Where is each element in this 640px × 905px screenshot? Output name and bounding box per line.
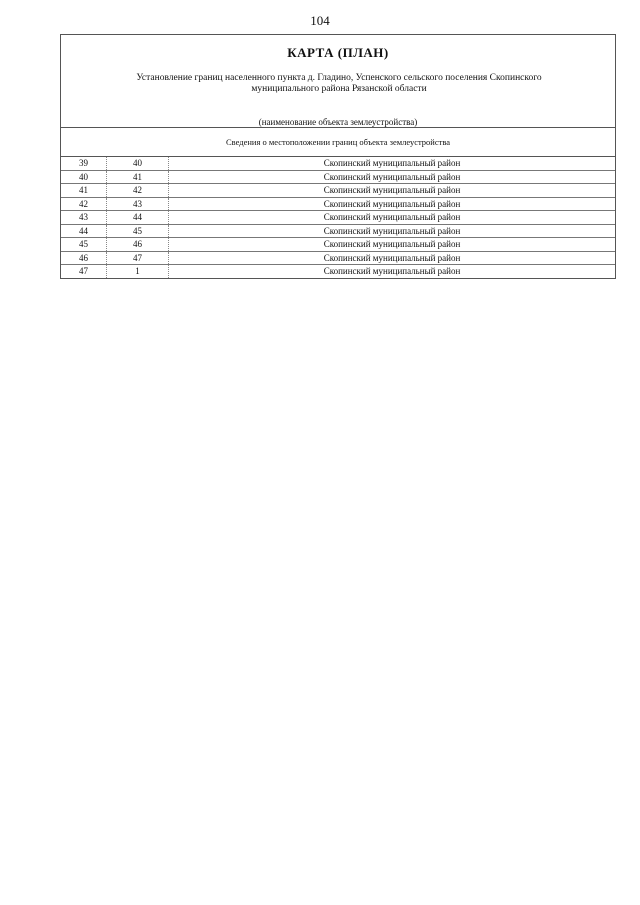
point-from-cell: 39 [61, 157, 107, 170]
table-row [61, 238, 615, 252]
point-to-cell: 42 [107, 184, 169, 198]
page-number: 104 [310, 13, 330, 28]
table-row [61, 224, 615, 238]
section-title: Сведения о местоположении границ объекта землеустройства [61, 128, 615, 157]
point-from-cell: 43 [61, 211, 107, 225]
point-from-cell: 42 [61, 197, 107, 211]
point-to-cell: 41 [107, 170, 169, 184]
point-from-cell: 41 [61, 184, 107, 198]
table-row [61, 211, 615, 225]
location-description-cell: Скопинский муниципальный район [169, 184, 616, 198]
location-description-cell: Скопинский муниципальный район [169, 170, 616, 184]
point-from-cell: 47 [61, 265, 107, 278]
document-header [61, 35, 615, 128]
table-row [61, 197, 615, 211]
point-to-cell: 47 [107, 251, 169, 265]
location-description-cell: Скопинский муниципальный район [169, 157, 616, 170]
table-row [61, 170, 615, 184]
location-description-cell: Скопинский муниципальный район [323, 266, 461, 277]
document-title: КАРТА (ПЛАН) [287, 45, 389, 60]
table-row [61, 265, 615, 278]
location-description-cell: Скопинский муниципальный район [169, 238, 616, 252]
table-row [61, 157, 615, 170]
point-to-cell: 43 [107, 197, 169, 211]
point-from-cell: 44 [61, 224, 107, 238]
point-to-cell: 45 [107, 224, 169, 238]
location-description-cell: Скопинский муниципальный район [169, 197, 616, 211]
object-name [81, 73, 597, 95]
boundary-table [61, 157, 615, 278]
document-frame [60, 34, 616, 279]
point-to-cell: 46 [107, 238, 169, 252]
object-name-caption: (наименование объекта землеустройства) [258, 117, 418, 127]
table-row [61, 184, 615, 198]
point-to-cell: 1 [107, 265, 169, 278]
object-name-line-1: Установление границ населенного пункта д. Гладино, Успенского сельского поселения Скопинского [136, 73, 542, 83]
point-from-cell: 45 [61, 238, 107, 252]
location-description-cell: Скопинский муниципальный район [169, 224, 616, 238]
location-description-cell: Скопинский муниципальный район [169, 251, 616, 265]
point-from-cell: 40 [61, 170, 107, 184]
point-from-cell: 46 [61, 251, 107, 265]
object-name-line-2: муниципального района Рязанской области [251, 84, 427, 94]
point-to-cell: 40 [107, 157, 169, 170]
table-row [61, 251, 615, 265]
location-description-cell: Скопинский муниципальный район [169, 211, 616, 225]
point-to-cell: 44 [107, 211, 169, 225]
